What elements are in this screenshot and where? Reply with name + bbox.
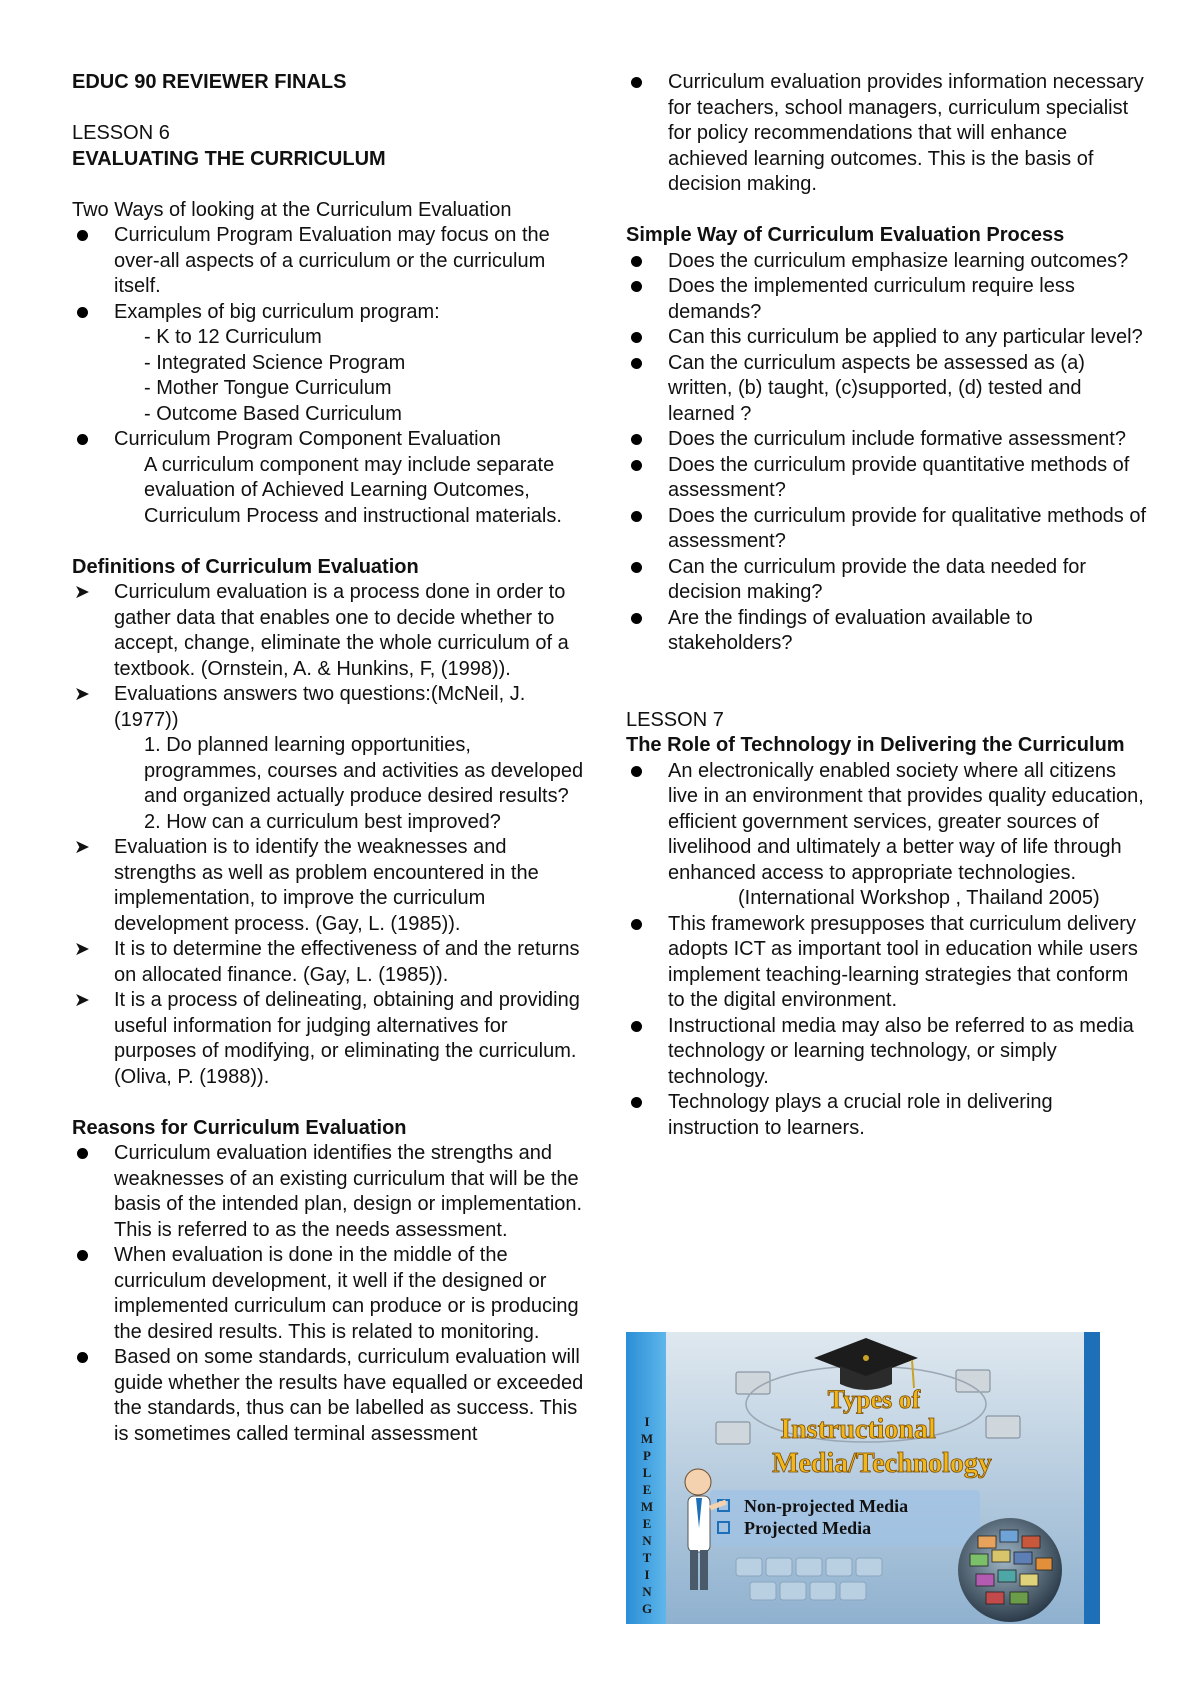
list-item: Can the curriculum aspects be assessed as (a) written, (b) taught, (c)supported, (d) tested and learned ? [626,351,1146,428]
arrow-bullet-icon: ➤ [74,837,90,858]
lesson-7-list [626,759,1146,1142]
bullet-dot-icon [626,427,646,453]
list-item: An electronically enabled society where all citizens live in an environment that provides quality education, efficient government services, greater sources of livelihood and ultimately a better way of life through enhanced access to appropriate technologies. (International Workshop , Thailand 2005) [626,759,1146,912]
bullet-dot-icon [72,1141,92,1167]
lesson-7-title: The Role of Technology in Delivering the Curriculum [626,734,1125,756]
side-letter: I [644,1567,650,1582]
list-item: Does the curriculum include formative assessment? [626,427,1146,453]
list-item: ➤ It is to determine the effectiveness of and the returns on allocated finance. (Gay, L. (1985)). [72,937,592,988]
media-item-non-projected: Non-projected Media [744,1496,909,1516]
arrow-bullet-icon: ➤ [74,582,90,603]
component-note: A curriculum component may include separate evaluation of Achieved Learning Outcomes, Curriculum Process and instructional materials. [144,453,562,527]
side-letter: P [643,1448,651,1463]
list-item: Curriculum Program Component Evaluation A curriculum component may include separate evaluation of Achieved Learning Outcomes, Curriculum Process and instructional materials. [72,427,592,529]
list-item: Technology plays a crucial role in delivering instruction to learners. [626,1090,1146,1141]
workshop-citation: (International Workshop , Thailand 2005) [738,887,1100,909]
mcneil-question: 1. Do planned learning opportunities, programmes, courses and activities as developed and organized actually produce desired results? [144,734,584,807]
list-item: When evaluation is done in the middle of the curriculum development, it well if the designed or implemented curriculum can produce or is producing the desired results. This is related to monitoring. [72,1243,592,1345]
list-item: This framework presupposes that curriculum delivery adopts ICT as important tool in education while users implement teaching-learning strategies that conform to the digital environment. [626,912,1146,1014]
bullet-dot-icon [626,759,646,785]
list-item: Does the curriculum provide for qualitative methods of assessment? [626,504,1146,555]
bullet-dot-icon [72,1243,92,1269]
bullet-dot-icon [626,1090,646,1116]
right-border [1084,1332,1100,1624]
lesson-6-label: LESSON 6 [72,122,170,144]
side-letter: M [640,1499,654,1514]
arrow-bullet-icon: ➤ [74,990,90,1011]
side-letter: G [641,1601,653,1616]
media-item-projected: Projected Media [744,1518,872,1538]
lesson-6-title: EVALUATING THE CURRICULUM [72,147,386,170]
side-letter: E [642,1482,652,1497]
list-item: ➤ It is a process of delineating, obtaining and providing useful information for judging alternatives for purposes of modifying, or eliminating the curriculum. (Oliva, P. (1988)). [72,988,592,1090]
left-column [72,70,592,1447]
intro-list [626,70,1146,198]
list-item: Can this curriculum be applied to any particular level? [626,325,1146,351]
example-line: - Outcome Based Curriculum [144,402,402,425]
simple-way-list [626,249,1146,657]
graphic-title-line-2: Instructional [780,1414,936,1445]
side-letter: T [642,1550,652,1565]
list-item: Does the curriculum provide quantitative methods of assessment? [626,453,1146,504]
graphic-title-line-1: Types of [827,1385,921,1414]
bullet-dot-icon [626,555,646,581]
graphic-title-line-3: Media/Technology [772,1448,992,1479]
reasons-heading: Reasons for Curriculum Evaluation [72,1116,407,1139]
side-letter: N [642,1584,652,1599]
arrow-bullet-icon: ➤ [74,939,90,960]
document-title: EDUC 90 REVIEWER FINALS [72,71,347,93]
bullet-dot-icon [72,1345,92,1371]
bullet-dot-icon [626,325,646,351]
lesson-7-label: LESSON 7 [626,708,724,731]
bullet-dot-icon [626,1014,646,1040]
side-letter: L [642,1465,652,1480]
list-item: Examples of big curriculum program: - K to 12 Curriculum - Integrated Science Program - Mother Tongue Curriculum - Outcome Based Curriculum [72,300,592,428]
list-item: ➤ Curriculum evaluation is a process done in order to gather data that enables one to decide whether to accept, change, eliminate the whole curriculum of a textbook. (Ornstein, A. & Hunkins, F, (1998)). [72,580,592,682]
list-item: ➤ Evaluations answers two questions:(McNeil, J. (1977)) 1. Do planned learning opportunities, programmes, courses and activities as developed and organized actually produce desired results? 2. How can a curriculum best improved? [72,682,592,835]
bullet-dot-icon [626,504,646,530]
bullet-dot-icon [626,606,646,632]
arrow-bullet-icon: ➤ [74,684,90,705]
bullet-dot-icon [626,351,646,377]
list-item: Are the findings of evaluation available to stakeholders? [626,606,1146,657]
definitions-heading: Definitions of Curriculum Evaluation [72,555,419,578]
side-letter: E [642,1516,652,1531]
list-item: Curriculum Program Evaluation may focus on the over-all aspects of a curriculum or the curriculum itself. [72,223,592,300]
simple-way-heading: Simple Way of Curriculum Evaluation Process [626,224,1065,246]
bullet-dot-icon [72,223,92,249]
example-line: - K to 12 Curriculum [144,326,322,348]
bullet-dot-icon [626,249,646,275]
list-item: Instructional media may also be referred to as media technology or learning technology, or simply technology. [626,1014,1146,1091]
example-line: - Mother Tongue Curriculum [144,377,392,399]
list-item: Does the curriculum emphasize learning outcomes? [626,249,1146,275]
instructional-media-graphic [626,1332,1100,1624]
list-item: ➤ Evaluation is to identify the weaknesses and strengths as well as problem encountered in the implementation, to improve the curriculum development process. (Gay, L. (1985)). [72,835,592,937]
bullet-dot-icon [626,912,646,938]
side-letter: M [640,1431,654,1446]
bullet-dot-icon [72,300,92,326]
reasons-list [72,1141,592,1447]
bullet-dot-icon [626,453,646,479]
list-item: Curriculum evaluation identifies the strengths and weaknesses of an existing curriculum that will be the basis of the intended plan, design or implementation. This is referred to as the needs assessment. [72,1141,592,1243]
media-globe-icon [958,1518,1062,1622]
side-letter: N [642,1533,652,1548]
right-column [626,70,1146,1141]
definitions-list [72,580,592,1090]
list-item: Does the implemented curriculum require less demands? [626,274,1146,325]
side-letter: I [644,1414,650,1429]
list-item: Can the curriculum provide the data needed for decision making? [626,555,1146,606]
two-ways-intro: Two Ways of looking at the Curriculum Evaluation [72,198,512,221]
mcneil-question: 2. How can a curriculum best improved? [144,810,501,833]
example-line: - Integrated Science Program [144,351,406,374]
list-item: Based on some standards, curriculum evaluation will guide whether the results have equalled or exceeded the standards, thus can be labelled as success. This is sometimes called terminal assessment [72,1345,592,1447]
list-item: Curriculum evaluation provides information necessary for teachers, school managers, curriculum specialist for policy recommendations that will enhance achieved learning outcomes. This is the basis of decision making. [626,70,1146,198]
bullet-dot-icon [626,70,646,96]
bullet-dot-icon [626,274,646,300]
two-ways-list [72,223,592,529]
bullet-dot-icon [72,427,92,453]
